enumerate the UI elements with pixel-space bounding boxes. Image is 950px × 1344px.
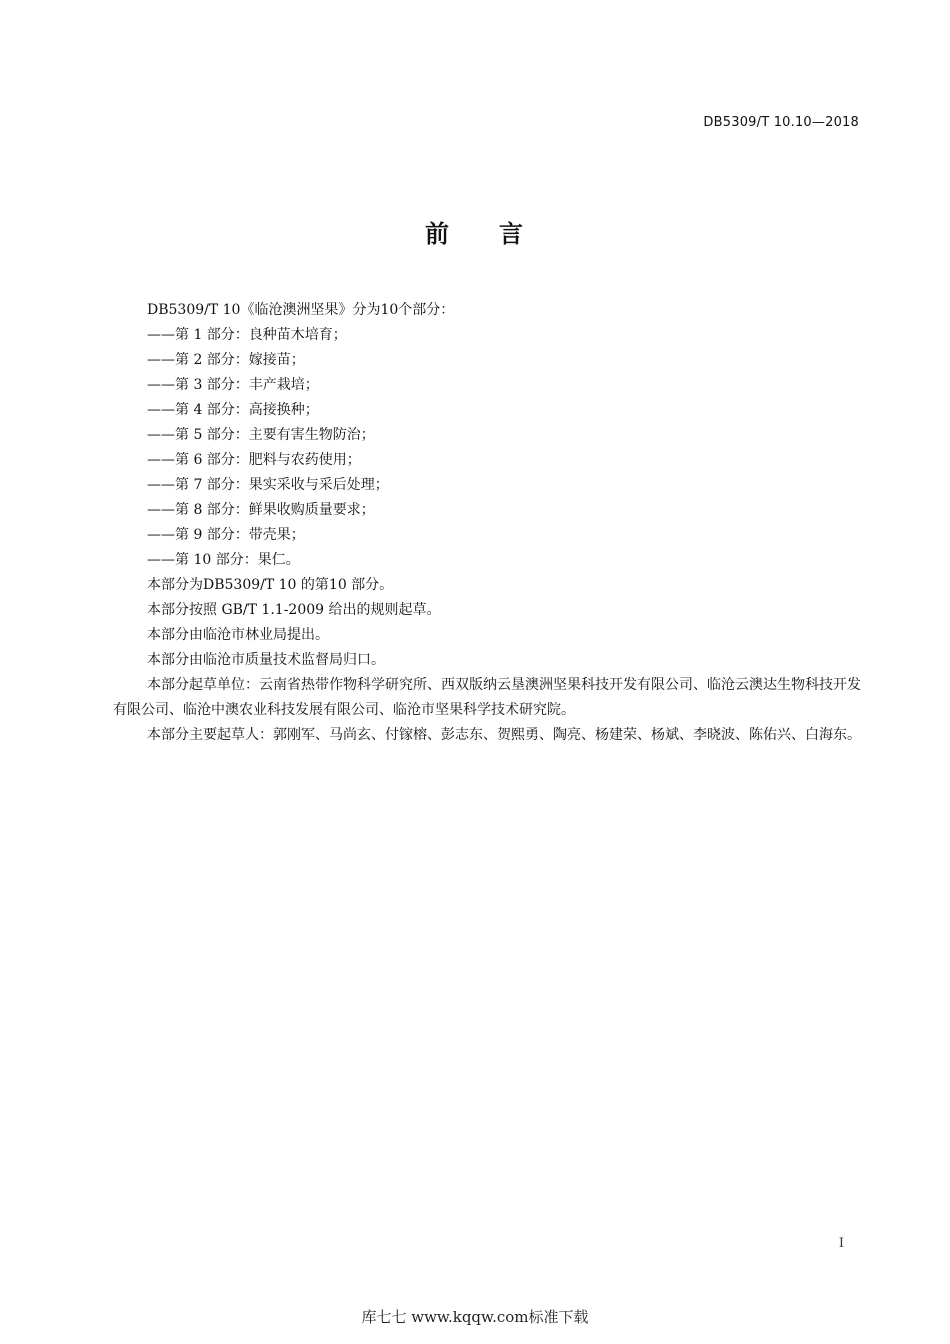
foreword-body: [113, 298, 861, 748]
list-item-part-10: ——第 10 部分：果仁。: [147, 552, 300, 568]
list-item-part-4: ——第 4 部分：高接换种；: [147, 402, 319, 418]
list-item-part-2: ——第 2 部分：嫁接苗；: [147, 352, 305, 368]
page-title-part-1: 前: [425, 220, 451, 248]
paragraph-proposed-by: 本部分由临沧市林业局提出。: [147, 627, 329, 643]
paragraph-drafting-units: 本部分起草单位：云南省热带作物科学研究所、西双版纳云垦澳洲坚果科技开发有限公司、临沧云澳达生物科技开发有限公司、临沧中澳农业科技发展有限公司、临沧市坚果科学技术研究院。: [113, 677, 861, 718]
list-item-part-1: ——第 1 部分：良种苗木培育；: [147, 327, 347, 343]
page-number: I: [838, 1236, 844, 1251]
paragraph-drafting-rules: 本部分按照 GB/T 1.1-2009 给出的规则起草。: [147, 602, 441, 618]
paragraph-this-part: 本部分为DB5309/T 10 的第10 部分。: [147, 577, 394, 593]
page-title: [0, 214, 950, 249]
list-item-part-3: ——第 3 部分：丰产栽培；: [147, 377, 319, 393]
paragraph-drafters: 本部分主要起草人：郭刚军、马尚玄、付镓榕、彭志东、贺熙勇、陶亮、杨建荣、杨斌、李晓波、陈佑兴、白海东。: [147, 727, 861, 743]
paragraph-under-jurisdiction: 本部分由临沧市质量技术监督局归口。: [147, 652, 385, 668]
list-item-part-7: ——第 7 部分：果实采收与采后处理；: [147, 477, 389, 493]
list-item-part-9: ——第 9 部分：带壳果；: [147, 527, 305, 543]
list-item-part-6: ——第 6 部分：肥料与农药使用；: [147, 452, 361, 468]
footer-watermark: 库七七 www.kqqw.com标准下载: [361, 1308, 589, 1326]
page-title-part-2: 言: [499, 220, 525, 248]
list-item-part-5: ——第 5 部分：主要有害生物防治；: [147, 427, 375, 443]
document-code: DB5309/T 10.10—2018: [703, 115, 859, 130]
paragraph-intro: DB5309/T 10《临沧澳洲坚果》分为10个部分：: [147, 302, 455, 318]
list-item-part-8: ——第 8 部分：鲜果收购质量要求；: [147, 502, 375, 518]
